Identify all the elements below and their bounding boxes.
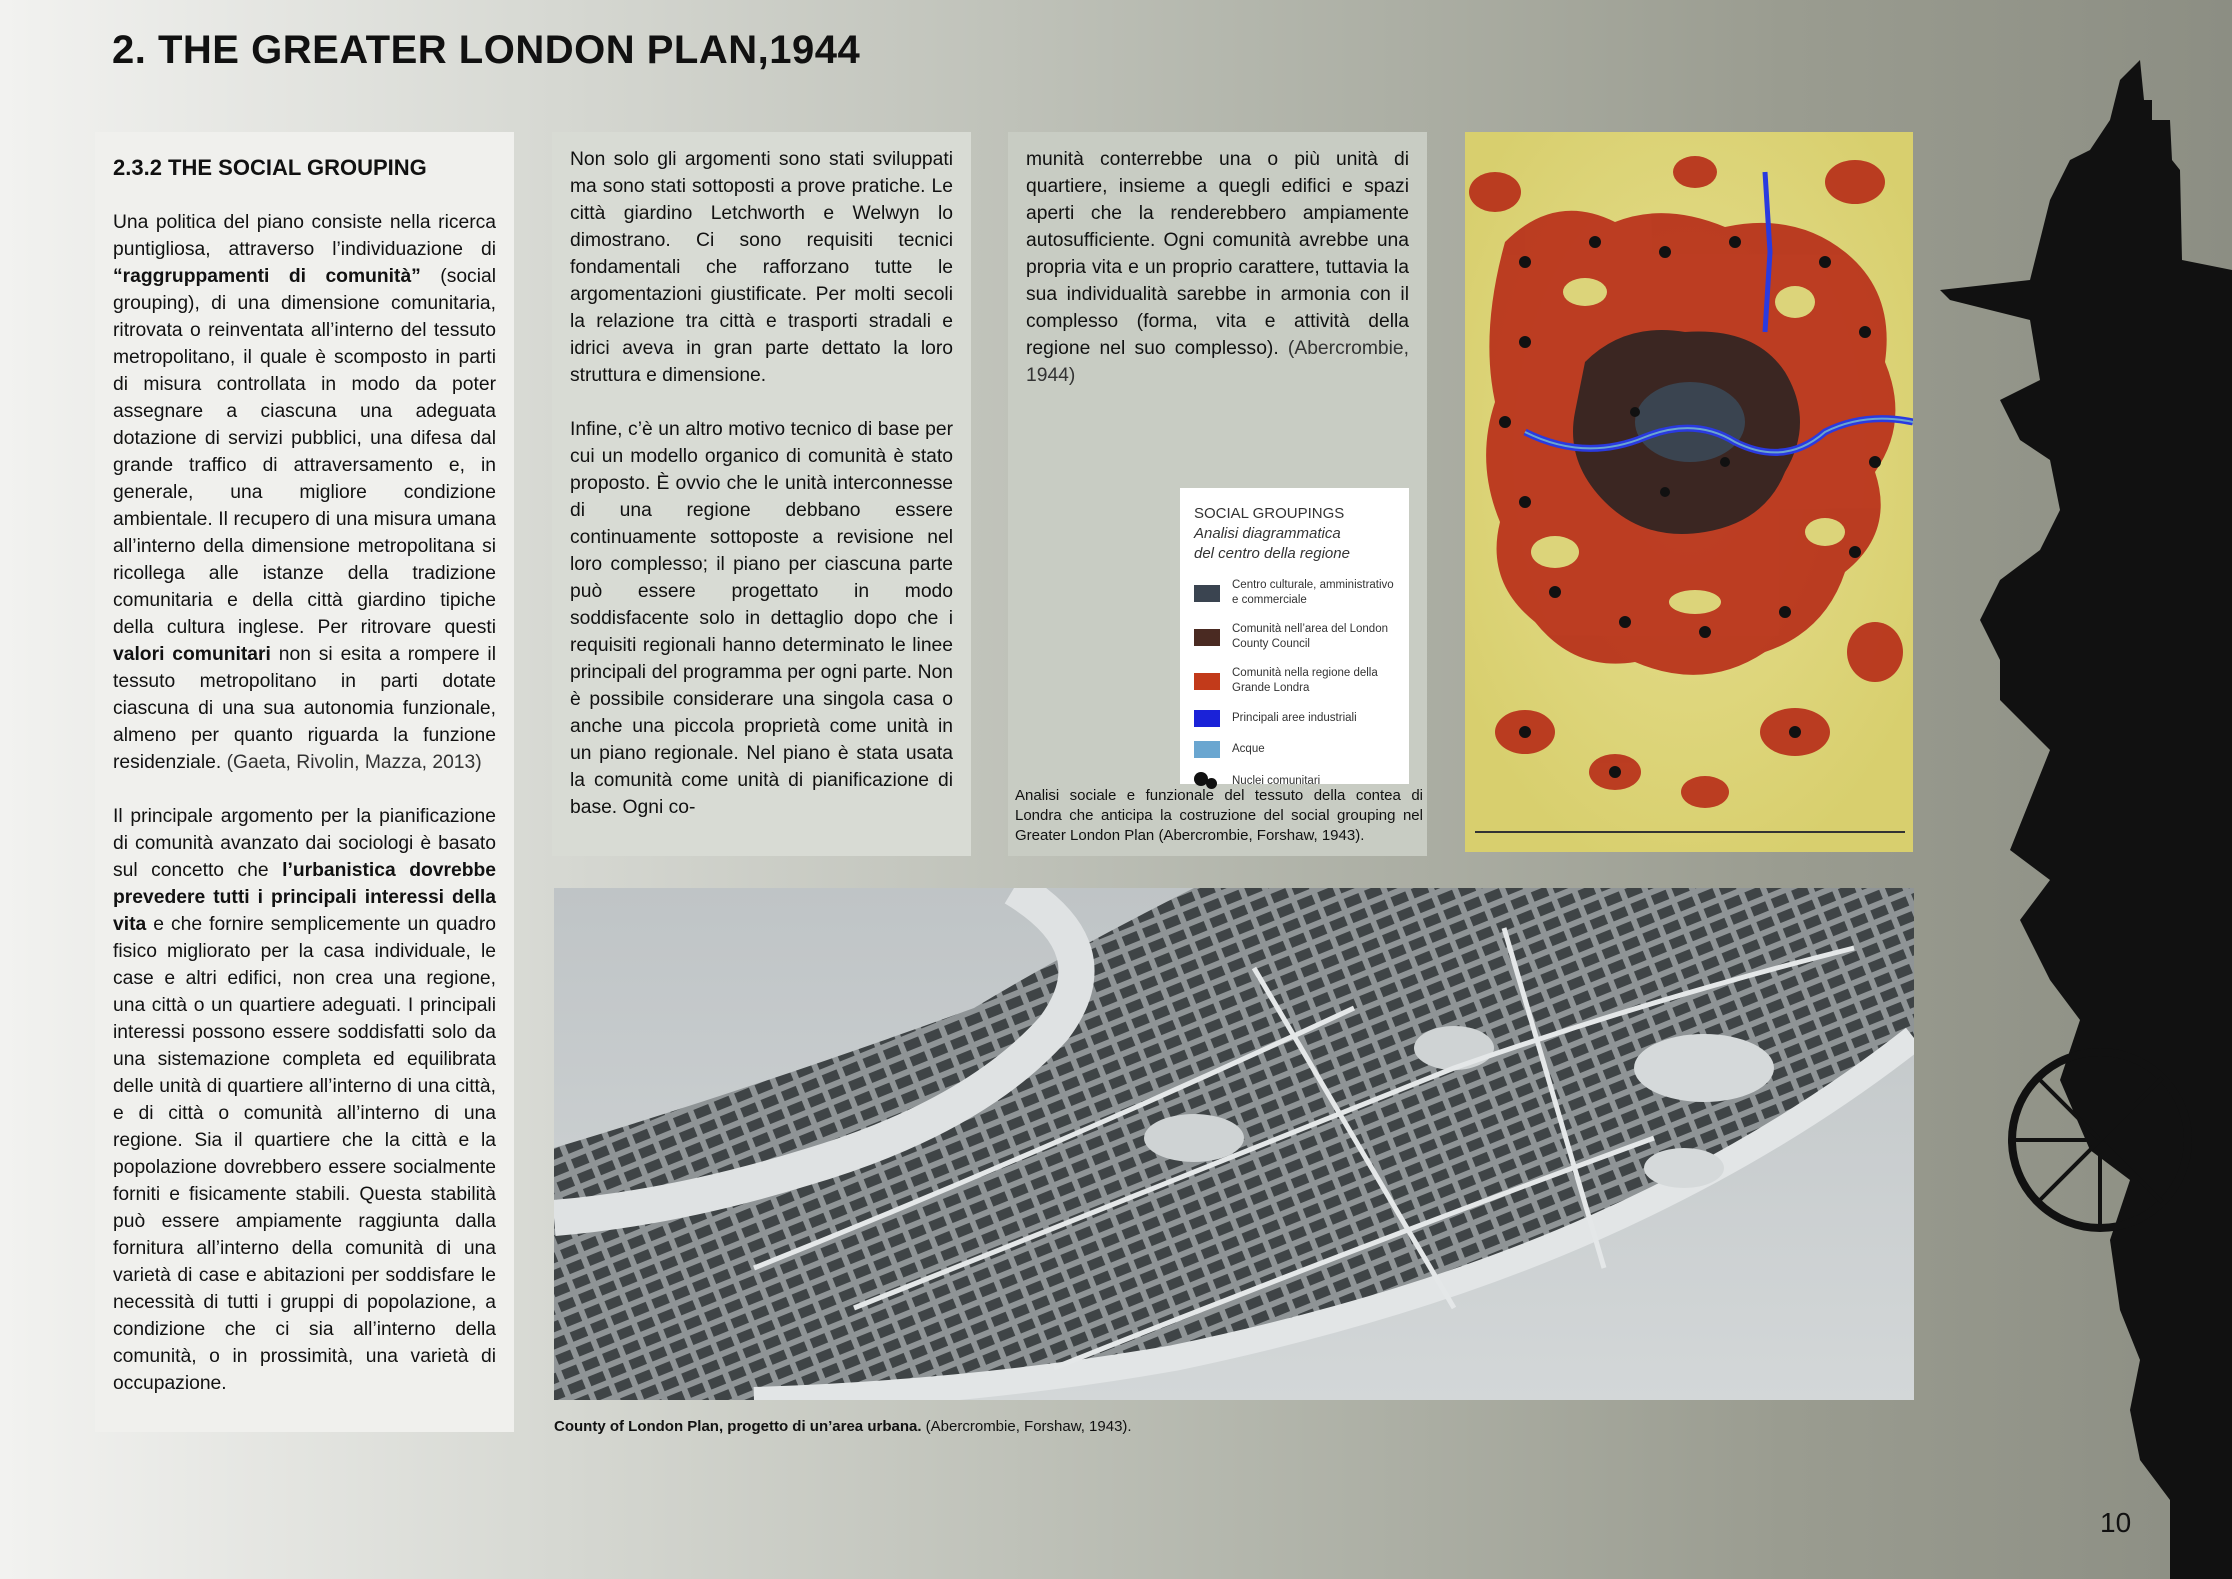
map-legend [1180, 488, 1409, 787]
section-title: 2.3.2 THE SOCIAL GROUPING [113, 155, 427, 180]
paragraph: Non solo gli argomenti sono stati sviluppati ma sono stati sottoposti a prove pratiche. Le città giardino Letchworth e Welwyn lo dimostrano. Ci sono requisiti tecnici fondamentali che rafforzano tutte le argomentazioni giustificate. Per molti secoli la relazione tra città e trasporti stradali e idrici aveva in gran parte dettato la loro struttura e dimensione. [570, 149, 953, 386]
text-column-2 [552, 132, 971, 856]
legend-swatch [1194, 629, 1220, 646]
map-illustration [1465, 132, 1913, 852]
paragraph: munità conterrebbe una o più unità di quartiere, insieme a quegli edifici e spazi aperti che la renderebbero ampiamente autosufficiente. Ogni comunità avrebbe una propria vita e un proprio carattere, tuttavia la sua individualità sarebbe in armonia con il complesso (forma, vita e attività della regione nel suo complesso). (Abercrombie, 1944) [1026, 149, 1410, 386]
london-skyline-decoration [1940, 60, 2232, 1579]
citation: (Gaeta, Rivolin, Mazza, 2013) [226, 752, 482, 773]
legend-subtitle: Analisi diagrammatica [1194, 525, 1341, 542]
aerial-caption: County of London Plan, progetto di un’area urbana. (Abercrombie, Forshaw, 1943). [554, 1418, 1132, 1435]
paragraph: Il principale argomento per la pianificazione di comunità avanzato dai sociologi è basato sul concetto che l’urbanistica dovrebbe prevedere tutti i principali interessi della vita e che fornire semplicemente un quadro fisico migliorato per la casa individuale, le case e altri edifici, non crea una regione, una città o un quartiere adeguati. I principali interessi possono essere soddisfatti solo da una sistemazione completa ed equilibrata delle unità di quartiere all’interno di una città, e di città o comunità all’interno di una regione. Sia il quartiere che la città e la popolazione dovrebbero essere socialmente forniti e fisicamente stabili. Questa stabilità può essere ampiamente raggiunta dalla fornitura all’interno della comunità di una varietà di case e abitazioni per soddisfare le necessità di tutti i gruppi di popolazione, a condizione che ci sia all’interno della comunità, o in prossimità, una varietà di occupazione. [113, 806, 496, 1394]
legend-title: SOCIAL GROUPINGS [1194, 505, 1345, 522]
paragraph: Una politica del piano consiste nella ricerca puntigliosa, attraverso l’individuazione di “raggruppamenti di comunità” (social grouping), di una dimensione comunitaria, ritrovata o reinventata all’interno del tessuto metropolitano, il quale è scomposto in parti di misura controllata in modo da poter assegnare a ciascuna una adeguata dotazione di servizi pubblici, una difesa dal grande traffico di attraversamento e, in generale, una migliore condizione ambientale. Il recupero di una misura umana all’interno della dimensione metropolitana si ricollega alle istanze della tradizione comunitaria e della città giardino tipiche della cultura inglese. Per ritrovare questi valori comunitari non si esita a rompere il tessuto metropolitano in parti dotate ciascuna di una sua autonomia funzionale, almeno per quanto riguarda la funzione residenziale. (Gaeta, Rivolin, Mazza, 2013) [113, 212, 496, 773]
legend-swatch [1194, 673, 1220, 690]
legend-item: Comunità nell’area del London County Council [1194, 622, 1395, 652]
text-column-social-grouping [95, 132, 514, 1432]
legend-swatch [1194, 741, 1220, 758]
social-grouping-map [1465, 132, 1913, 852]
legend-item: Comunità nella regione della Grande Londra [1194, 666, 1395, 696]
legend-swatch [1194, 710, 1220, 727]
legend-item: Nuclei comunitari [1194, 772, 1395, 790]
legend-swatch [1194, 585, 1220, 602]
legend-item: Principali aree industriali [1194, 710, 1395, 727]
aerial-illustration [554, 888, 1914, 1400]
aerial-plan-image [554, 888, 1914, 1400]
legend-subtitle: del centro della regione [1194, 545, 1350, 562]
citation: (Abercrombie, 1944) [1026, 338, 1410, 386]
legend-item: Centro culturale, amministrativo e commerciale [1194, 578, 1395, 608]
paragraph: Infine, c’è un altro motivo tecnico di base per cui un modello organico di comunità è stato proposto. È ovvio che le unità interconnesse di una regione debbano essere continuamente sottoposte a revisione nel loro complesso; il piano per ciascuna parte può essere progettato in modo soddisfacente solo in dettaglio dopo che i requisiti regionali hanno determinato le linee principali del programma per ogni parte. Non è possibile considerare una singola casa o anche una piccola proprietà come unità in un piano regionale. Nel piano è stata usata la comunità come unità di pianificazione di base. Ogni co- [570, 419, 953, 818]
legend-item: Acque [1194, 741, 1395, 758]
page-title: 2. THE GREATER LONDON PLAN,1944 [112, 28, 861, 72]
map-caption: Analisi sociale e funzionale del tessuto della contea di Londra che anticipa la costruzione del social grouping nel Greater London Plan (Abercrombie, Forshaw, 1943). [1015, 787, 1423, 844]
page-number: 10 [2100, 1507, 2132, 1538]
